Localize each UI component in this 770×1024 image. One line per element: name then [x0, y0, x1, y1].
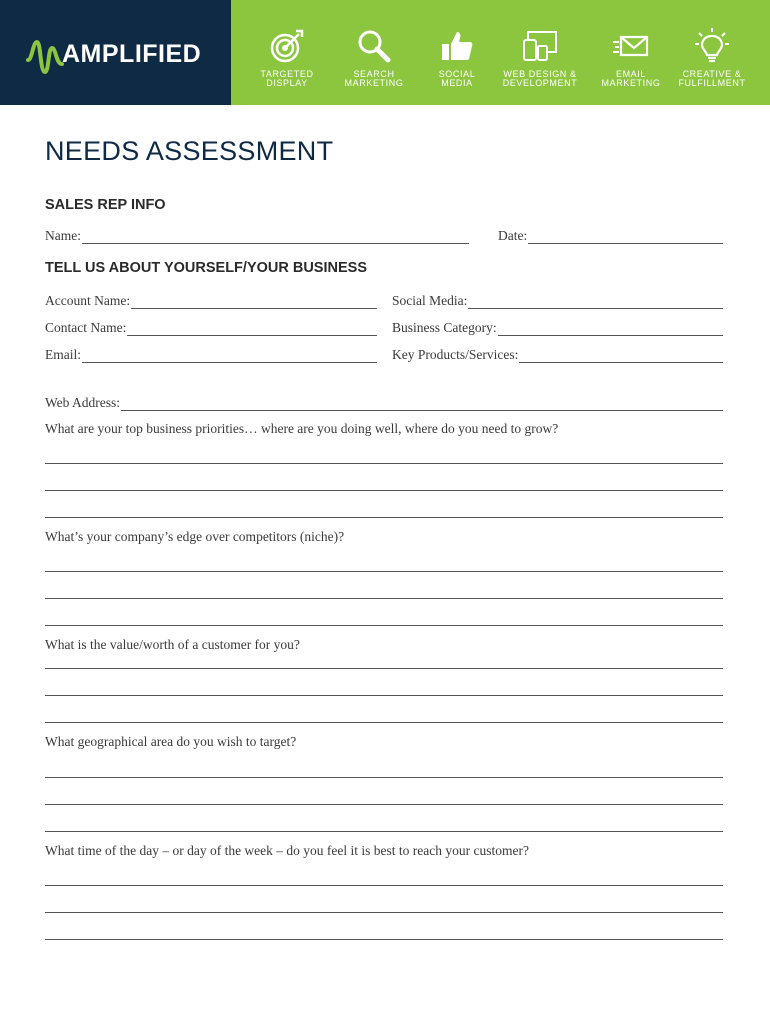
social-media-field[interactable]	[392, 291, 723, 309]
key-products-label: Key Products/Services:	[392, 347, 519, 362]
email-field[interactable]	[45, 345, 377, 363]
answer-line[interactable]	[45, 695, 723, 696]
thumbs-up-icon	[439, 28, 475, 64]
business-category-field[interactable]	[392, 318, 723, 336]
logo-block	[0, 0, 231, 105]
answer-line[interactable]	[45, 571, 723, 572]
contact-name-label: Contact Name:	[45, 320, 127, 335]
sales-rep-heading: SALES REP INFO	[45, 197, 166, 213]
service-label: CREATIVE & FULFILLMENT	[678, 69, 746, 88]
service-creative-fulfillment	[667, 0, 757, 105]
answer-line[interactable]	[45, 517, 723, 518]
lightbulb-icon	[694, 28, 730, 64]
answer-line[interactable]	[45, 885, 723, 886]
social-media-label: Social Media:	[392, 293, 468, 308]
envelope-icon	[613, 28, 649, 64]
service-label: SOCIAL MEDIA	[438, 69, 476, 88]
email-input-line[interactable]	[82, 350, 377, 363]
web-address-field[interactable]	[45, 393, 723, 411]
key-products-input-line[interactable]	[519, 350, 723, 363]
rep-name-label: Name:	[45, 228, 81, 243]
service-targeted-display	[242, 0, 332, 105]
question-edge: What’s your company’s edge over competitors (niche)?	[45, 529, 345, 544]
answer-line[interactable]	[45, 831, 723, 832]
devices-icon	[522, 28, 558, 64]
service-social-media	[412, 0, 502, 105]
answer-line[interactable]	[45, 722, 723, 723]
business-heading: TELL US ABOUT YOURSELF/YOUR BUSINESS	[45, 260, 367, 276]
service-web-design	[495, 0, 585, 105]
contact-name-input-line[interactable]	[127, 323, 377, 336]
header-banner	[0, 0, 770, 105]
service-label: TARGETED DISPLAY	[260, 69, 314, 88]
date-field[interactable]	[498, 226, 723, 244]
logo-text: AMPLIFIED	[62, 40, 202, 68]
email-label: Email:	[45, 347, 81, 362]
magnifier-icon	[356, 28, 392, 64]
service-email-marketing	[586, 0, 676, 105]
social-media-input-line[interactable]	[468, 296, 723, 309]
date-label: Date:	[498, 228, 528, 243]
rep-name-field[interactable]	[45, 226, 469, 244]
web-address-label: Web Address:	[45, 395, 121, 410]
web-address-input-line[interactable]	[121, 398, 723, 411]
target-icon	[269, 28, 305, 64]
business-category-label: Business Category:	[392, 320, 497, 335]
service-label: SEARCH MARKETING	[344, 69, 404, 88]
question-geography: What geographical area do you wish to target?	[45, 734, 297, 749]
page-title: NEEDS ASSESSMENT	[45, 136, 334, 166]
services-bar	[231, 0, 770, 105]
answer-line[interactable]	[45, 804, 723, 805]
account-name-input-line[interactable]	[131, 296, 377, 309]
service-label: WEB DESIGN & DEVELOPMENT	[502, 69, 578, 88]
contact-name-field[interactable]	[45, 318, 377, 336]
answer-line[interactable]	[45, 598, 723, 599]
answer-line[interactable]	[45, 912, 723, 913]
answer-line[interactable]	[45, 625, 723, 626]
question-timing: What time of the day – or day of the week – do you feel it is best to reach your customer?	[45, 843, 529, 858]
service-search-marketing	[329, 0, 419, 105]
service-label: EMAIL MARKETING	[601, 69, 661, 88]
rep-name-input-line[interactable]	[82, 231, 469, 244]
question-value: What is the value/worth of a customer for you?	[45, 637, 300, 652]
answer-line[interactable]	[45, 668, 723, 669]
answer-line[interactable]	[45, 939, 723, 940]
question-priorities: What are your top business priorities… where are you doing well, where do you need to grow?	[45, 421, 559, 436]
key-products-field[interactable]	[392, 345, 723, 363]
answer-line[interactable]	[45, 463, 723, 464]
date-input-line[interactable]	[528, 231, 723, 244]
logo-wave-icon	[26, 34, 66, 78]
business-category-input-line[interactable]	[498, 323, 723, 336]
account-name-label: Account Name:	[45, 293, 131, 308]
answer-line[interactable]	[45, 777, 723, 778]
account-name-field[interactable]	[45, 291, 377, 309]
answer-line[interactable]	[45, 490, 723, 491]
